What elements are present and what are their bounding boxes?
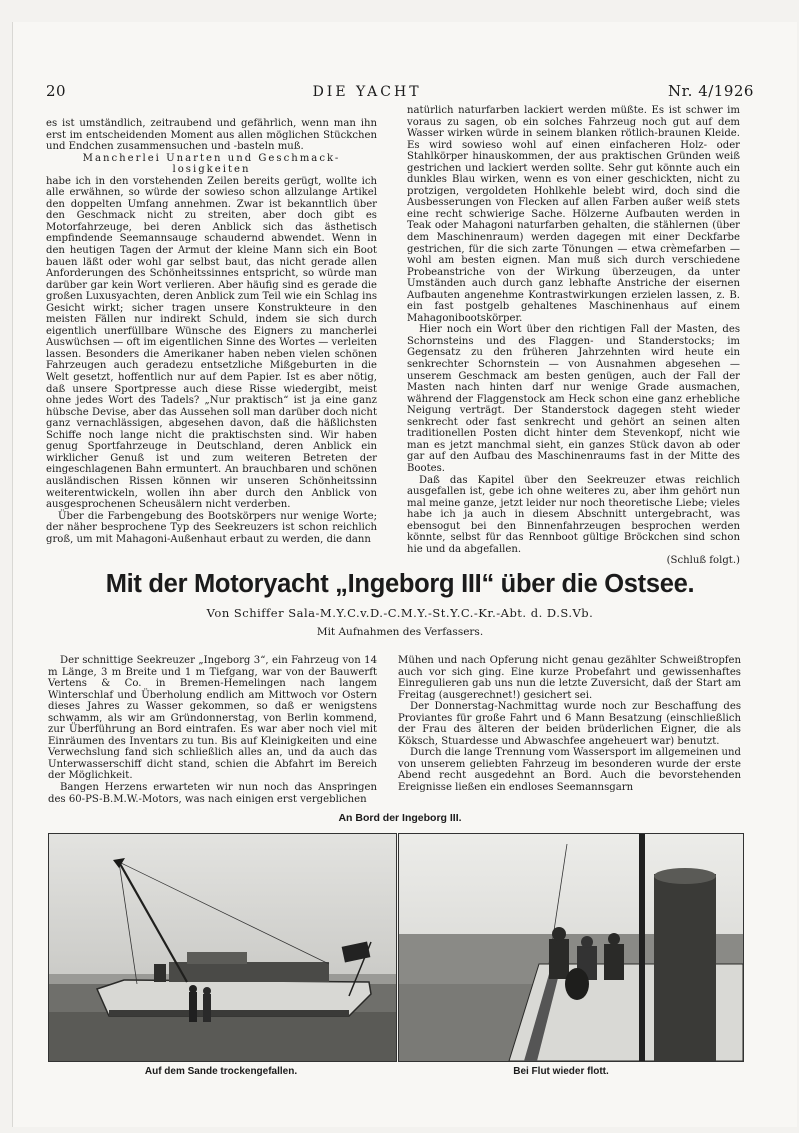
- section-subheading: Mancherlei Unarten und Geschmack-losigkeiten: [82, 152, 341, 176]
- photo-yacht-afloat-image: [399, 834, 743, 1061]
- photo-yacht-aground: [48, 833, 397, 1062]
- journal-title: DIE YACHT: [312, 84, 422, 100]
- caption-left: Auf dem Sande trockengefallen.: [144, 1066, 298, 1077]
- photo-yacht-afloat: [398, 833, 744, 1062]
- paragraph: Durch die lange Trennung vom Wassersport im allgemeinen und von unserem geliebten Fahrzeug im besonderen wurde der erste Abend recht ausgedehnt an Bord. Auch die bevorstehenden Ereignisse ließen ein endloses Seemannsgarn: [398, 747, 741, 794]
- previous-article-left-column: [46, 118, 377, 545]
- paragraph: Hier noch ein Wort über den richtigen Fall der Masten, des Schornsteins und des Flaggen- und Standerstocks; im Gegensatz zu den früheren Jahrzehnten wird heute ein senkrechter Schornstein — von Ausnahmen abgesehen — unserem Geschmack am besten genügen, auch der Fall der Masten nach hinten darf nur wenige Grade ausmachen, während der Flaggenstock am Heck schon eine ganz erhebliche Neigung verträgt. Der Standerstock dagegen steht wieder senkrecht oder fast senkrecht und gehört an seinen alten traditionellen Posten dicht hinter dem Stevenkopf, nicht wie man es jetzt manchmal sieht, ein ganzes Stück davon ab oder gar auf den Aufbau des Maschinenraums fast in der Mitte des Bootes.: [407, 324, 740, 474]
- figure-title: An Bord der Ingeborg III.: [338, 812, 462, 824]
- paragraph: es ist umständlich, zeitraubend und gefährlich, wenn man ihn erst im entscheidenden Moment aus allen möglichen Stückchen und Endchen zusammensuchen und -basteln muß.: [46, 118, 377, 153]
- paragraph: Mühen und nach Opferung nicht genau gezählter Schweißtropfen auch vor sich ging. Eine kurze Probefahrt und gewissenhaftes Einregulieren gab uns nun die letzte Zuversicht, daß der Start am Freitag (ausgerechnet!) gesichert sei.: [398, 655, 741, 701]
- paragraph: Der schnittige Seekreuzer „Ingeborg 3“, ein Fahrzeug von 14 m Länge, 3 m Breite und 1 m Tiefgang, war von der Bauwerft Vertens & Co. in Bremen-Hemelingen nach langem Winterschlaf und Überholung endlich am Mittwoch vor Ostern dieses Jahres zu Wasser gekommen, so daß er wenigstens schwamm, als wir am Gründonnerstag, von Berlin kommend, zur Überführung an Bord eintrafen. Es war aber noch viel mit Einräumen des Inventars zu tun. Bis auf Kleinigkeiten und eine Verwechslung fand sich schließlich alles an, und da auch das Unterwasserschiff dicht stand, schien die Abfahrt im Bereich der Möglichkeit.: [48, 655, 377, 782]
- previous-article-right-column: [407, 105, 740, 567]
- photo-credit: Mit Aufnahmen des Verfassers.: [316, 626, 484, 638]
- paragraph: Der Donnerstag-Nachmittag wurde noch zur Beschaffung des Proviantes für große Fahrt und 6 Mann Besatzung (einschließlich der Frau des älteren der beiden brüderlichen Eigner, die als Köksch, Stuardesse und Abwaschfee angeheuert war) benutzt.: [398, 701, 741, 747]
- caption-right: Bei Flut wieder flott.: [513, 1066, 609, 1077]
- article-title: Mit der Motoryacht „Ingeborg III“ über die Ostsee.: [105, 570, 695, 598]
- continued-note: (Schluß folgt.): [666, 555, 740, 567]
- article-right-column: [398, 655, 741, 794]
- photo-yacht-aground-image: [49, 834, 396, 1061]
- paragraph: Bangen Herzens erwarteten wir nun noch das Anspringen des 60-PS-B.M.W.-Motors, was nach einigen erst vergeblichen: [48, 782, 377, 805]
- issue-number: Nr. 4/1926: [668, 82, 754, 100]
- article-left-column: [48, 655, 377, 805]
- article-byline: Von Schiffer Sala-M.Y.C.v.D.-C.M.Y.-St.Y.C.-Kr.-Abt. d. D.S.Vb.: [206, 606, 594, 620]
- paragraph: Über die Farbengebung des Bootskörpers nur wenige Worte; der näher besprochene Typ des Seekreuzers ist schon reichlich groß, um mit Mahagoni-Außenhaut erbaut zu werden, die dann: [46, 510, 377, 545]
- page-header: [46, 82, 754, 104]
- paragraph: habe ich in den vorstehenden Zeilen bereits gerügt, wollte ich alle erwähnen, so würde der sowieso schon allzulange Artikel den doppelten Umfang annehmen. Zwar ist bekanntlich über den Geschmack nicht zu streiten, aber doch gibt es Motorfahrzeuge, bei deren Anblick sich das ästhetisch empfindende Seemannsauge schaudernd abwendet. Wenn in den heutigen Tagen der Armut der kleine Mann sich ein Boot bauen läßt oder wohl gar selbst baut, das nicht gerade allen Anforderungen des Schönheitssinnes entspricht, so würde man darüber gar kein Wort verlieren. Aber häufig sind es gerade die großen Luxusyachten, deren Anblick zum Teil wie ein Schlag ins Gesicht wirkt; sicher tragen unsere Konstrukteure in den meisten Fällen nur indirekt Schuld, indem sie sich durch eigentlich unerfüllbare Wünsche des Eigners zu mancherlei Auswüchsen — oft im eigentlichen Sinne des Wortes — verleiten lassen. Besonders die Amerikaner haben neben vielen schönen Fahrzeugen auch geradezu entsetzliche Mißgeburten in die Welt gesetzt, hoffentlich nur auf dem Papier. Ist es aber nötig, daß unsere Sportpresse auch diese Risse wiedergibt, meist ohne jedes Wort des Tadels? „Nur praktisch“ ist ja eine ganz hübsche Devise, aber das Aussehen soll man darüber doch nicht ganz vernachlässigen, abgesehen davon, daß die häßlichsten Schiffe noch lange nicht die praktischsten sind. Wir haben genug Sportfahrzeuge in Deutschland, deren Anblick ein wirklicher Genuß ist und zum weiteren Betreten der eingeschlagenen Bahn ermuntert. An brauchbaren und schönen ausländischen Rissen können wir unseren Schönheitssinn weiterentwickeln, wollen ihn aber durch den Anblick von ausgesprochenen Scheusälern nicht verderben.: [46, 175, 377, 511]
- paragraph: natürlich naturfarben lackiert werden müßte. Es ist schwer im voraus zu sagen, ob ein solches Fahrzeug noch gut auf dem Wasser wirken würde in seinem blanken rötlich-braunen Kleide. Es wird sowieso wohl auf einen einfacheren Holz- oder Stahlkörper hinauskommen, der aus praktischen Gründen weiß gestrichen und lackiert werden sollte. Sehr gut könnte auch ein dunkles Blau wirken, wenn es von einer geschickten, nicht zu protzigen, vergoldeten Hohlkehle belebt wird, doch sind die Ausbesserungen von Flecken auf allen Farben außer weiß stets eine recht schwierige Sache. Hölzerne Aufbauten werden in Teak oder Mahagoni naturfarben gehalten, die stählernen (über dem Maschinenraum) werden dagegen mit einer Deckfarbe gestrichen, für die sich zarte Tönungen — etwa crèmefarben — wohl am besten eignen. Man muß sich durch verschiedene Probeanstriche von der Wirkung überzeugen, da unter Umständen auch durch ganz lebhafte Anstriche der eisernen Aufbauten angenehme Kontrastwirkungen erzielen lassen, z. B. ein fast postgelb gehaltenes Maschinenhaus auf einem Mahagonibootskörper.: [407, 105, 740, 324]
- page-number: 20: [46, 82, 67, 100]
- paragraph: Daß das Kapitel über den Seekreuzer etwas reichlich ausgefallen ist, gebe ich ohne weiteres zu, aber ihm gehört nun mal meine ganze, jetzt leider nur noch theoretische Liebe; vieles habe ich ja auch in diesem Abschnitt untergebracht, was ebensogut bei den Binnenfahrzeugen besprochen werden könnte, selbst für das Rennboot gültige Bröckchen sind schon hie und da abgefallen.: [407, 474, 740, 555]
